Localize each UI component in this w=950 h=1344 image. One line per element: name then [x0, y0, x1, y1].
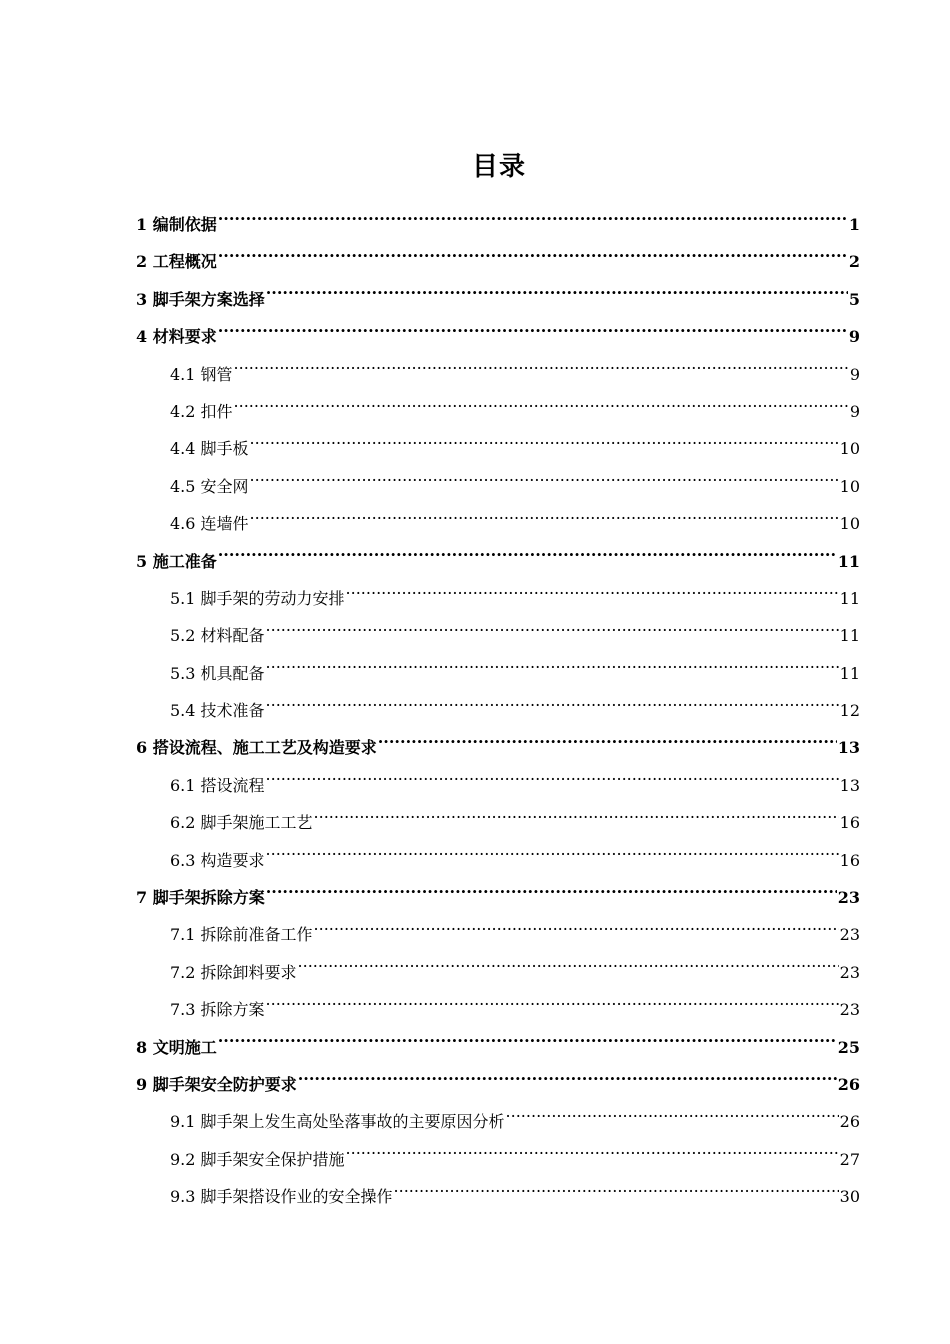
toc-list [136, 206, 860, 1216]
toc-entry-page-number: 23 [837, 888, 860, 908]
toc-entry-page-number: 12 [839, 701, 860, 721]
toc-entry-page-number: 25 [837, 1037, 860, 1057]
toc-dot-leader [506, 1111, 839, 1127]
toc-entry-chapter[interactable] [136, 243, 860, 280]
toc-entry-section[interactable] [136, 1103, 860, 1140]
toc-entry-section[interactable] [136, 954, 860, 991]
toc-entry-label: 4.6 连墙件 [170, 514, 249, 534]
toc-entry-page-number: 1 [848, 215, 860, 234]
toc-entry-label: 4.1 钢管 [170, 364, 233, 384]
toc-entry-section[interactable] [136, 916, 860, 953]
toc-dot-leader [218, 326, 848, 342]
toc-entry-label: 9 脚手架安全防护要求 [136, 1074, 297, 1094]
toc-entry-section[interactable] [136, 393, 860, 430]
toc-dot-leader [314, 812, 839, 828]
toc-entry-label: 6 搭设流程、施工工艺及构造要求 [136, 738, 377, 758]
toc-entry-label: 7.1 拆除前准备工作 [170, 925, 313, 945]
toc-dot-leader [250, 476, 839, 492]
toc-entry-page-number: 23 [839, 925, 860, 945]
toc-entry-section[interactable] [136, 468, 860, 505]
toc-entry-label: 7 脚手架拆除方案 [136, 888, 265, 908]
toc-entry-page-number: 9 [848, 327, 860, 347]
toc-entry-page-number: 26 [839, 1112, 860, 1132]
toc-entry-label: 4.5 安全网 [170, 476, 249, 496]
toc-entry-chapter[interactable] [136, 206, 860, 243]
toc-entry-chapter[interactable] [136, 729, 860, 766]
toc-entry-section[interactable] [136, 655, 860, 692]
toc-dot-leader [250, 513, 839, 529]
toc-entry-section[interactable] [136, 356, 860, 393]
toc-entry-page-number: 9 [849, 364, 860, 384]
toc-entry-page-number: 10 [839, 439, 860, 459]
toc-entry-page-number: 5 [848, 289, 860, 309]
toc-entry-page-number: 23 [839, 962, 860, 982]
toc-entry-label: 9.2 脚手架安全保护措施 [170, 1149, 345, 1169]
toc-dot-leader [218, 251, 848, 267]
toc-dot-leader [346, 1149, 839, 1165]
toc-entry-page-number: 11 [837, 551, 860, 571]
toc-dot-leader [266, 625, 839, 641]
toc-entry-chapter[interactable] [136, 543, 860, 580]
toc-entry-label: 5.3 机具配备 [170, 663, 265, 683]
toc-entry-page-number: 23 [839, 1000, 860, 1020]
toc-dot-leader [218, 551, 837, 567]
toc-entry-chapter[interactable] [136, 318, 860, 355]
toc-entry-section[interactable] [136, 767, 860, 804]
toc-entry-label: 2 工程概况 [136, 252, 217, 272]
toc-dot-leader [266, 999, 839, 1015]
toc-entry-label: 8 文明施工 [136, 1037, 217, 1057]
toc-entry-section[interactable] [136, 804, 860, 841]
toc-entry-page-number: 30 [839, 1187, 860, 1207]
toc-title: 目录 [471, 152, 526, 182]
toc-entry-label: 6.3 构造要求 [170, 850, 265, 870]
toc-entry-label: 1 编制依据 [136, 215, 217, 234]
toc-entry-label: 7.2 拆除卸料要求 [170, 962, 297, 982]
toc-entry-section[interactable] [136, 692, 860, 729]
toc-entry-page-number: 16 [839, 850, 860, 870]
toc-entry-section[interactable] [136, 505, 860, 542]
toc-dot-leader [234, 401, 849, 417]
toc-dot-leader [266, 850, 839, 866]
toc-entry-page-number: 9 [849, 401, 860, 421]
toc-dot-leader [298, 1074, 837, 1090]
toc-entry-page-number: 10 [839, 514, 860, 534]
toc-entry-chapter[interactable] [136, 879, 860, 916]
toc-entry-section[interactable] [136, 1178, 860, 1215]
toc-entry-label: 7.3 拆除方案 [170, 1000, 265, 1020]
toc-entry-label: 5.2 材料配备 [170, 626, 265, 646]
toc-entry-section[interactable] [136, 1141, 860, 1178]
toc-entry-chapter[interactable] [136, 1029, 860, 1066]
toc-entry-page-number: 13 [837, 738, 860, 758]
toc-entry-page-number: 16 [839, 813, 860, 833]
toc-dot-leader [218, 1037, 837, 1053]
toc-dot-leader [266, 289, 848, 305]
toc-entry-section[interactable] [136, 617, 860, 654]
toc-entry-label: 6.1 搭设流程 [170, 775, 265, 795]
toc-dot-leader [250, 438, 839, 454]
toc-entry-label: 3 脚手架方案选择 [136, 289, 265, 309]
toc-entry-label: 4 材料要求 [136, 327, 217, 347]
toc-entry-page-number: 27 [839, 1149, 860, 1169]
toc-entry-page-number: 13 [839, 775, 860, 795]
toc-dot-leader [314, 924, 839, 940]
toc-dot-leader [266, 887, 837, 903]
toc-dot-leader [218, 214, 848, 230]
toc-entry-page-number: 26 [837, 1074, 860, 1094]
toc-entry-page-number: 11 [839, 663, 860, 683]
toc-entry-label: 5 施工准备 [136, 551, 217, 571]
toc-entry-chapter[interactable] [136, 1066, 860, 1103]
toc-dot-leader [346, 588, 839, 604]
toc-entry-label: 9.1 脚手架上发生高处坠落事故的主要原因分析 [170, 1112, 505, 1132]
toc-dot-leader [266, 663, 839, 679]
toc-entry-label: 9.3 脚手架搭设作业的安全操作 [170, 1187, 393, 1207]
toc-entry-page-number: 11 [839, 588, 860, 608]
toc-dot-leader [234, 364, 849, 380]
toc-entry-page-number: 2 [848, 252, 860, 272]
toc-entry-label: 6.2 脚手架施工工艺 [170, 813, 313, 833]
toc-entry-label: 4.2 扣件 [170, 401, 233, 421]
toc-entry-section[interactable] [136, 842, 860, 879]
toc-entry-label: 5.1 脚手架的劳动力安排 [170, 588, 345, 608]
toc-dot-leader [266, 700, 839, 716]
toc-dot-leader [394, 1186, 839, 1202]
toc-dot-leader [298, 962, 839, 978]
toc-dot-leader [378, 737, 837, 753]
toc-entry-label: 4.4 脚手板 [170, 439, 249, 459]
toc-entry-chapter[interactable] [136, 281, 860, 318]
toc-entry-page-number: 10 [839, 476, 860, 496]
toc-entry-label: 5.4 技术准备 [170, 701, 265, 721]
toc-entry-section[interactable] [136, 580, 860, 617]
toc-entry-page-number: 11 [839, 626, 860, 646]
toc-entry-section[interactable] [136, 430, 860, 467]
toc-entry-section[interactable] [136, 991, 860, 1028]
toc-dot-leader [266, 775, 839, 791]
